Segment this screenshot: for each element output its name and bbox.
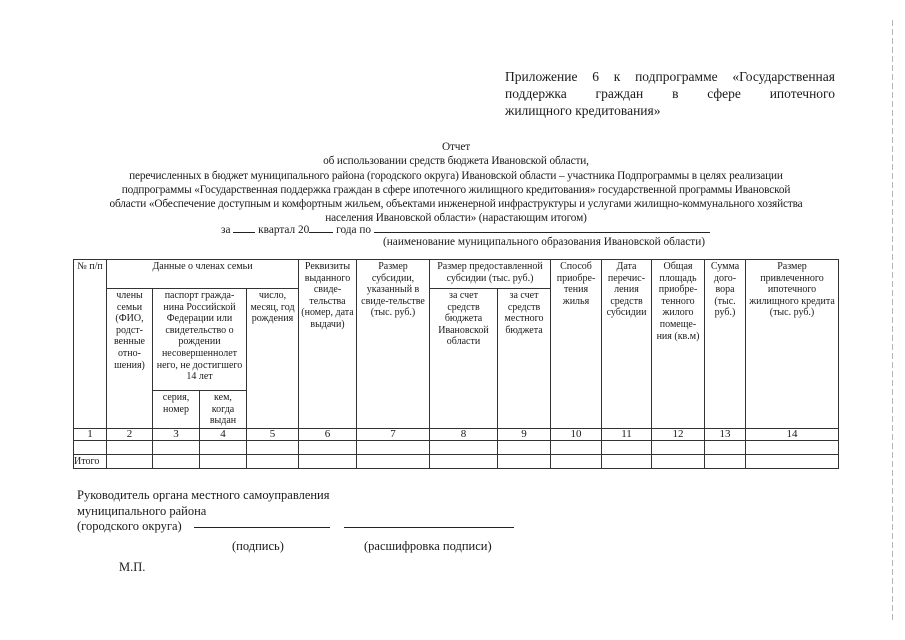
header-series-number: серия, номер — [153, 391, 200, 429]
report-title-line-4: подпрограммы «Государственная поддержка граждан в сфере ипотечного жилищного кредитования» государственной программы Ивановской — [121, 183, 791, 196]
signature-decoding-caption: (расшифровка подписи) — [364, 539, 492, 553]
header-regional-budget: за счет средств бюджета Ивановской области — [430, 289, 498, 429]
column-number: 10 — [551, 428, 602, 441]
column-number: 13 — [705, 428, 746, 441]
total-cell[interactable] — [746, 455, 839, 469]
total-cell[interactable] — [357, 455, 430, 469]
table-cell[interactable] — [153, 441, 200, 455]
year-label: года по — [336, 224, 372, 236]
report-title-line-3: перечисленных в бюджет муниципального района (городского округа) Ивановской области – участника Подпрограммы в целях реализации — [129, 169, 783, 182]
report-title-line-1: Отчет — [442, 141, 470, 153]
header-row-number: № п/п — [74, 260, 107, 429]
column-number: 6 — [299, 428, 357, 441]
signature-line-3: (городского округа) — [77, 519, 182, 533]
table-cell[interactable] — [74, 441, 107, 455]
scan-edge-divider — [892, 20, 893, 620]
report-title-line-6: населения Ивановской области» (нарастающим итогом) — [325, 212, 587, 225]
total-cell[interactable] — [153, 455, 200, 469]
header-mortgage-amount: Размер привлеченного ипотечного жилищного кредита (тыс. руб.) — [746, 260, 839, 429]
column-number: 14 — [746, 428, 839, 441]
header-transfer-date: Дата перечис-ления средств субсидии — [602, 260, 652, 429]
table-cell[interactable] — [107, 441, 153, 455]
municipality-caption: (наименование муниципального образования Ивановской области) — [383, 236, 706, 248]
signature-caption: (подпись) — [232, 539, 284, 553]
table-cell[interactable] — [746, 441, 839, 455]
total-cell[interactable] — [705, 455, 746, 469]
report-title-line-2: об использовании средств бюджета Ивановской области, — [323, 155, 589, 168]
header-acquisition-method: Способ приобре-тения жилья — [551, 260, 602, 429]
column-number: 12 — [652, 428, 705, 441]
header-certificate-details: Реквизиты выданного свиде-тельства (номер, дата выдачи) — [299, 260, 357, 429]
total-cell[interactable] — [551, 455, 602, 469]
report-table — [73, 259, 839, 469]
table-cell[interactable] — [551, 441, 602, 455]
total-cell[interactable] — [200, 455, 247, 469]
period-prefix: за — [221, 224, 231, 236]
header-subsidy-provided: Размер предоставленной субсидии (тыс. руб.) — [430, 260, 551, 289]
header-passport: паспорт гражда-нина Российской Федерации или свидетельство о рождении несовершеннолет него, не достигшего 14 лет — [153, 289, 247, 391]
header-issued-by: кем, когда выдан — [200, 391, 247, 429]
table-cell[interactable] — [247, 441, 299, 455]
column-number: 11 — [602, 428, 652, 441]
appendix-line-3: жилищного кредитования» — [505, 103, 661, 118]
column-number: 7 — [357, 428, 430, 441]
header-family-members: члены семьи (ФИО, родст-венные отно-шения) — [107, 289, 153, 429]
total-cell[interactable] — [602, 455, 652, 469]
table-cell[interactable] — [430, 441, 498, 455]
report-title — [72, 140, 840, 226]
signature-line-1: Руководитель органа местного самоуправления — [77, 488, 330, 502]
table-cell[interactable] — [498, 441, 551, 455]
quarter-label: квартал 20 — [258, 224, 310, 236]
total-cell[interactable] — [430, 455, 498, 469]
total-row — [74, 455, 839, 469]
appendix-heading — [505, 68, 835, 119]
header-contract-sum: Сумма дого-вора (тыс. руб.) — [705, 260, 746, 429]
column-number: 1 — [74, 428, 107, 441]
header-total-area: Общая площадь приобре-тенного жилого помеще-ния (кв.м) — [652, 260, 705, 429]
column-numbers-row — [74, 428, 839, 441]
appendix-line-2: поддержка граждан в сфере ипотечного — [505, 86, 835, 101]
header-birth-date: число, месяц, год рождения — [247, 289, 299, 429]
table-cell[interactable] — [357, 441, 430, 455]
column-number: 3 — [153, 428, 200, 441]
period-line — [221, 222, 710, 236]
header-subsidy-in-certificate: Размер субсидии, указанный в свиде-тельстве (тыс. руб.) — [357, 260, 430, 429]
header-local-budget: за счет средств местного бюджета — [498, 289, 551, 429]
total-cell[interactable] — [652, 455, 705, 469]
table-cell[interactable] — [299, 441, 357, 455]
column-number: 5 — [247, 428, 299, 441]
municipality-field[interactable] — [374, 222, 710, 233]
total-cell[interactable] — [299, 455, 357, 469]
table-cell[interactable] — [652, 441, 705, 455]
table-cell[interactable] — [200, 441, 247, 455]
signature-field[interactable] — [194, 527, 330, 528]
column-number: 2 — [107, 428, 153, 441]
year-field[interactable] — [309, 222, 333, 233]
header-family-data: Данные о членах семьи — [107, 260, 299, 289]
stamp-place-label: М.П. — [119, 560, 146, 574]
signature-line-2: муниципального района — [77, 503, 207, 518]
total-cell[interactable] — [498, 455, 551, 469]
signature-decoding-field[interactable] — [344, 527, 514, 528]
total-cell[interactable] — [107, 455, 153, 469]
column-number: 4 — [200, 428, 247, 441]
quarter-field[interactable] — [233, 222, 255, 233]
total-cell[interactable] — [247, 455, 299, 469]
report-title-line-5: области «Обеспечение доступным и комфортным жильем, объектами инженерной инфраструктуры и услугами жилищно-коммунального хозяйства — [109, 198, 803, 211]
column-number: 9 — [498, 428, 551, 441]
total-label: Итого — [74, 455, 107, 469]
column-number: 8 — [430, 428, 498, 441]
table-cell[interactable] — [602, 441, 652, 455]
table-row — [74, 441, 839, 455]
table-cell[interactable] — [705, 441, 746, 455]
appendix-line-1: Приложение 6 к подпрограмме «Государственная — [505, 69, 835, 84]
